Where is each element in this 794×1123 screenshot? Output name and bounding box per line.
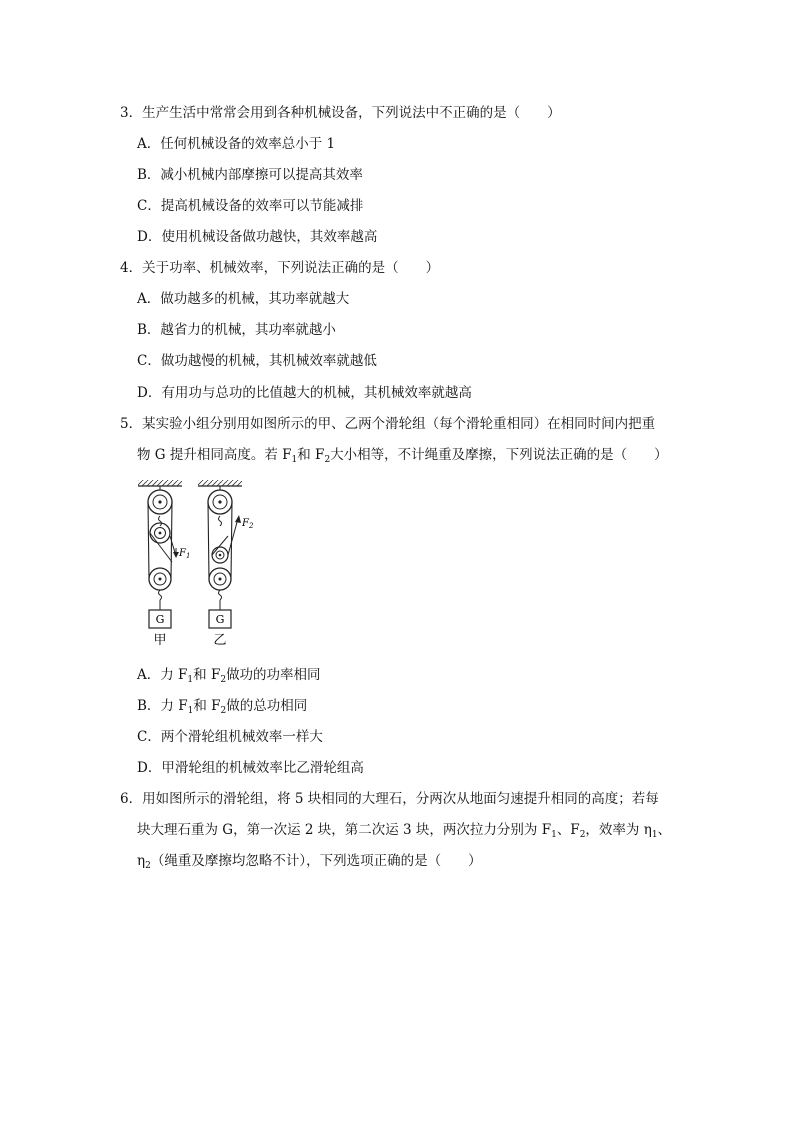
caption-right: 乙 (213, 633, 227, 648)
q3-option-c: C．提高机械设备的效率可以节能减排 (137, 198, 364, 214)
pulley-figure (132, 476, 272, 650)
q4-option-d: D．有用功与总功的比值越大的机械，其机械效率就越高 (137, 385, 472, 401)
svg-text:G: G (215, 613, 225, 626)
q5-option-c: C．两个滑轮组机械效率一样大 (137, 729, 323, 745)
q3-stem: 3．生产生活中常常会用到各种机械设备，下列说法中不正确的是（ ） (120, 105, 561, 121)
caption-left: 甲 (153, 633, 167, 648)
force-label-left: F (179, 548, 186, 559)
q5-option-d: D．甲滑轮组的机械效率比乙滑轮组高 (137, 760, 364, 776)
svg-text:F2: $F_2$ (242, 518, 254, 530)
q3-option-a: A．任何机械设备的效率总小于 1 (137, 136, 336, 152)
pulley-system-right (198, 480, 254, 648)
svg-text:F1: $F_1$ (179, 548, 191, 560)
q4-stem: 4．关于功率、机械效率，下列说法正确的是（ ） (120, 260, 440, 276)
q4-option-a: A．做功越多的机械，其功率就越大 (137, 291, 350, 307)
q5-stem-line1: 5．某实验小组分别用如图所示的甲、乙两个滑轮组（每个滑轮重相同）在相同时间内把重 (120, 416, 656, 432)
q4-option-c: C．做功越慢的机械，其机械效率就越低 (137, 353, 377, 369)
q6-line2: 块大理石重为 G，第一次运 2 块，第二次运 3 块，两次拉力分别为 $F_1$、$F_2$，效率为 $\eta_1$、 (137, 822, 672, 840)
pulley-system-left (138, 480, 190, 648)
q5-option-a: A．力 $F_1$和 $F_2$做功的功率相同 (137, 667, 321, 685)
svg-text:G: G (155, 613, 165, 626)
q4-option-b: B．越省力的机械，其功率就越小 (137, 322, 336, 338)
q3-option-d: D．使用机械设备做功越快，其效率越高 (137, 229, 378, 245)
q5-option-b: B．力 $F_1$和 $F_2$做的总功相同 (137, 698, 308, 716)
q5-stem-line2: 物 G 提升相同高度。若 $F_1$和 $F_2$大小相等，不计绳重及摩擦，下列说法正确的是（ ） (137, 447, 668, 465)
q6-line1: 6．用如图所示的滑轮组，将 5 块相同的大理石，分两次从地面匀速提升相同的高度；若每 (120, 791, 659, 807)
q6-line3: $\eta_2$（绳重及摩擦均忽略不计），下列选项正确的是（ ） (137, 853, 482, 871)
force-label-right: F (242, 518, 249, 529)
q3-option-b: B．减小机械内部摩擦可以提高其效率 (137, 167, 363, 183)
